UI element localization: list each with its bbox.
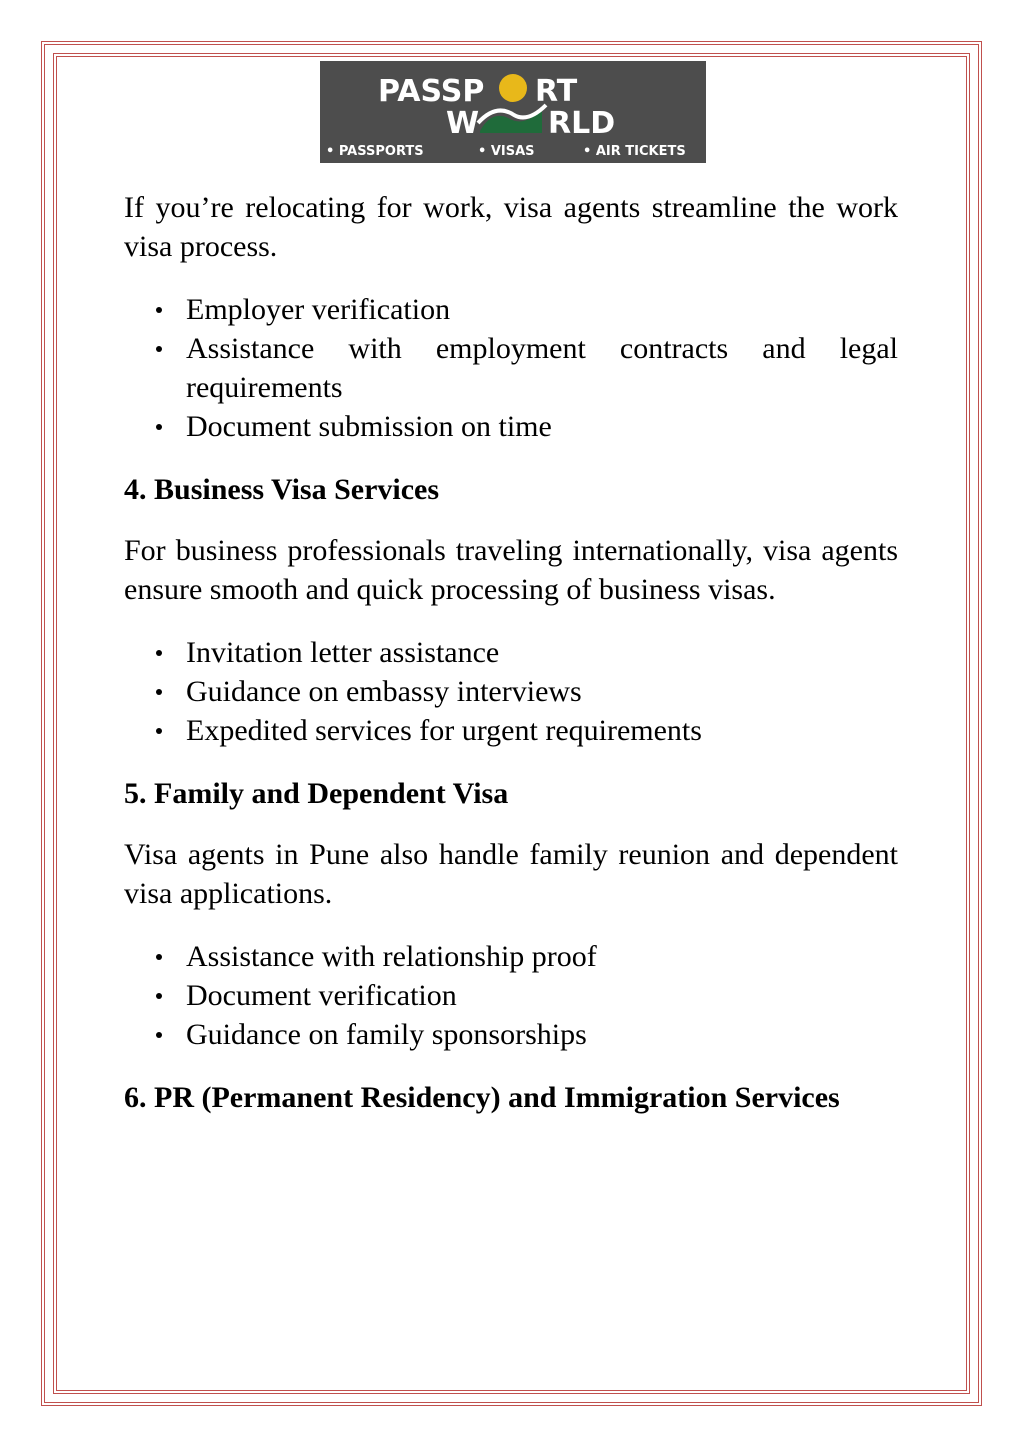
business-paragraph: For business professionals traveling internationally, visa agents ensure smooth and quick processing of business visas.: [124, 534, 898, 606]
logo-tagline-air-tickets: • AIR TICKETS: [583, 144, 686, 159]
section-heading-business: 4. Business Visa Services: [124, 473, 440, 506]
bullet-icon: [156, 728, 162, 734]
work-visa-list: [124, 290, 898, 446]
logo-graphic: [320, 61, 706, 163]
passport-world-logo: [320, 61, 706, 163]
logo-tagline-visas: • VISAS: [478, 144, 535, 159]
bullet-icon: [156, 424, 162, 430]
list-item: Guidance on embassy interviews: [124, 672, 898, 711]
bullet-icon: [156, 689, 162, 695]
logo-tagline-passports: • PASSPORTS: [326, 144, 424, 159]
logo-line2-right: RLD: [548, 106, 616, 141]
bullet-icon: [156, 954, 162, 960]
section-heading-pr: 6. PR (Permanent Residency) and Immigration Services: [124, 1081, 840, 1114]
family-paragraph: Visa agents in Pune also handle family reunion and dependent visa applications.: [124, 838, 898, 910]
list-item: Guidance on family sponsorships: [124, 1015, 898, 1054]
bullet-icon: [156, 346, 162, 352]
list-item: Assistance with employment contracts and legal requirements: [124, 329, 898, 407]
business-visa-list: [124, 633, 898, 750]
bullet-icon: [156, 307, 162, 313]
logo-sun-icon: [499, 74, 527, 102]
list-item: Expedited services for urgent requirements: [124, 711, 898, 750]
logo-line1-left: PASSP: [378, 74, 485, 109]
list-item: Assistance with relationship proof: [124, 937, 898, 976]
section-heading-family: 5. Family and Dependent Visa: [124, 777, 509, 810]
bullet-icon: [156, 993, 162, 999]
list-item: Invitation letter assistance: [124, 633, 898, 672]
family-visa-list: [124, 937, 898, 1054]
logo-line1-right: RT: [535, 74, 578, 109]
list-item: Document verification: [124, 976, 898, 1015]
logo-line2-left: W: [446, 106, 480, 141]
bullet-icon: [156, 650, 162, 656]
intro-paragraph: If you’re relocating for work, visa agents streamline the work visa process.: [124, 191, 898, 263]
list-item: Document submission on time: [124, 407, 898, 446]
list-item: Employer verification: [124, 290, 898, 329]
bullet-icon: [156, 1032, 162, 1038]
document-body: [124, 188, 898, 1139]
